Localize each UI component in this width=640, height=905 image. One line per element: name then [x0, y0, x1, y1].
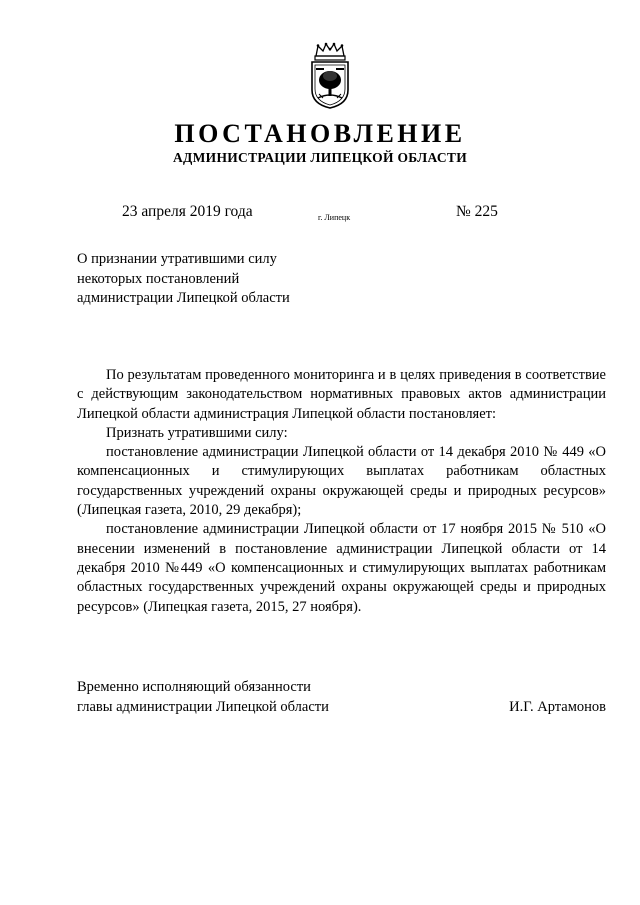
subject-line: О признании утратившими силу: [77, 251, 277, 267]
document-subject: [77, 250, 290, 309]
document-title: ПОСТАНОВЛЕНИЕ: [174, 119, 466, 148]
body-paragraph: постановление администрации Липецкой области от 17 ноября 2015 № 510 «О внесении изменений в постановление администрации Липецкой области от 14 декабря 2010 №449 «О компенсационных и стимулирующих выплатах работникам областных государственных учреждений охраны окружающей среды и природных ресурсов» (Липецкая газета, 2015, 27 ноября).: [77, 521, 606, 615]
signatory-position-line2: главы администрации Липецкой области: [77, 698, 329, 715]
body-paragraph: По результатам проведенного мониторинга и в целях приведения в соответствие с действующим законодательством нормативных правовых актов администрации Липецкой области администрация Липецкой области постановляет:: [77, 367, 606, 422]
subject-line: некоторых постановлений: [77, 270, 240, 287]
signatory-name: И.Г. Артамонов: [509, 698, 606, 715]
body-paragraph: Признать утратившими силу:: [106, 424, 288, 441]
signatory-position-line1: Временно исполняющий обязанности: [77, 679, 311, 695]
document-city: г. Липецк: [318, 213, 351, 222]
document-date: 23 апреля 2019 года: [122, 203, 253, 220]
document-number: № 225: [456, 203, 498, 220]
subject-line: администрации Липецкой области: [77, 290, 290, 306]
document-subtitle: АДМИНИСТРАЦИИ ЛИПЕЦКОЙ ОБЛАСТИ: [172, 150, 468, 165]
coat-of-arms-icon: [304, 42, 356, 110]
document-body: [77, 366, 606, 617]
signature-block: [77, 678, 606, 717]
body-paragraph: постановление администрации Липецкой области от 14 декабря 2010 № 449 «О компенсационных и стимулирующих выплатах работникам областных государственных учреждений охраны окружающей среды и природных ресурсов» (Липецкая газета, 2010, 29 декабря);: [77, 444, 606, 519]
